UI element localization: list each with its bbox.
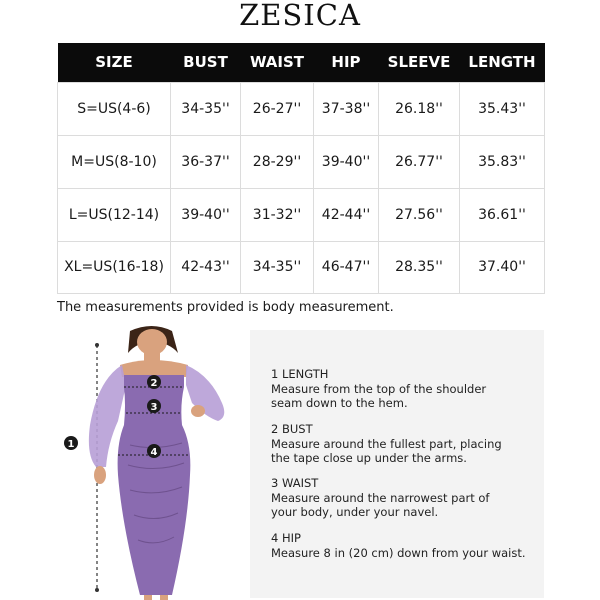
cell-length: 37.40''	[460, 241, 545, 293]
size-chart-table	[57, 43, 545, 294]
cell-sleeve: 27.56''	[379, 188, 460, 241]
brand-logo: ZESICA	[239, 0, 361, 32]
cell-hip: 37-38''	[314, 82, 379, 135]
cell-sleeve: 26.77''	[379, 135, 460, 188]
table-row	[58, 135, 545, 188]
cell-size: S=US(4-6)	[58, 82, 171, 135]
header-length: LENGTH	[460, 43, 545, 82]
marker-waist	[147, 399, 161, 413]
instruction-waist	[271, 476, 541, 520]
table-row	[58, 241, 545, 293]
cell-hip: 39-40''	[314, 135, 379, 188]
instruction-text: Measure 8 in (20 cm) down from your waist.	[271, 545, 526, 560]
instruction-bust	[271, 422, 541, 466]
instruction-text: your body, under your navel.	[271, 505, 439, 519]
instruction-title: 4 HIP	[271, 531, 301, 545]
cell-size: L=US(12-14)	[58, 188, 171, 241]
svg-text:2: 2	[150, 378, 158, 389]
cell-sleeve: 28.35''	[379, 241, 460, 293]
svg-text:3: 3	[150, 402, 158, 413]
instruction-text: the tape close up under the arms.	[271, 451, 467, 465]
header-hip: HIP	[314, 43, 379, 82]
instruction-text: seam down to the hem.	[271, 396, 408, 410]
cell-waist: 34-35''	[241, 241, 314, 293]
svg-text:1: 1	[67, 439, 75, 450]
marker-bust	[147, 375, 161, 389]
cell-bust: 42-43''	[171, 241, 241, 293]
cell-hip: 46-47''	[314, 241, 379, 293]
table-row	[58, 188, 545, 241]
marker-length	[64, 436, 78, 450]
model-figure	[60, 325, 240, 600]
cell-length: 36.61''	[460, 188, 545, 241]
header-sleeve: SLEEVE	[379, 43, 460, 82]
cell-size: XL=US(16-18)	[58, 241, 171, 293]
model-left-hand	[94, 466, 106, 484]
instruction-title: 3 WAIST	[271, 476, 319, 490]
cell-bust: 39-40''	[171, 188, 241, 241]
model-leg	[160, 595, 168, 600]
header-waist: WAIST	[241, 43, 314, 82]
cell-size: M=US(8-10)	[58, 135, 171, 188]
table-header-row	[58, 43, 545, 82]
instruction-text: Measure from the top of the shoulder	[271, 381, 487, 396]
cell-waist: 26-27''	[241, 82, 314, 135]
model-leg	[144, 595, 152, 600]
instruction-text: Measure around the narrowest part of	[271, 490, 490, 505]
measurement-note: The measurements provided is body measurement.	[57, 300, 394, 315]
model-right-hand	[191, 405, 205, 417]
cell-bust: 34-35''	[171, 82, 241, 135]
cell-sleeve: 26.18''	[379, 82, 460, 135]
svg-text:4: 4	[150, 447, 158, 458]
header-bust: BUST	[171, 43, 241, 82]
instruction-text: Measure around the fullest part, placing	[271, 436, 502, 451]
cell-bust: 36-37''	[171, 135, 241, 188]
header-size: SIZE	[58, 43, 171, 82]
instruction-length	[271, 367, 541, 411]
model-illustration	[60, 325, 240, 600]
marker-hip	[147, 444, 161, 458]
instruction-title: 1 LENGTH	[271, 367, 329, 381]
cell-length: 35.43''	[460, 82, 545, 135]
measurement-instructions-panel	[250, 330, 544, 598]
model-shoulders	[120, 360, 188, 377]
instruction-title: 2 BUST	[271, 422, 313, 436]
cell-length: 35.83''	[460, 135, 545, 188]
length-guide-bottom	[95, 588, 99, 592]
length-guide-top	[95, 343, 99, 347]
cell-waist: 31-32''	[241, 188, 314, 241]
instruction-hip	[271, 531, 541, 560]
table-row	[58, 82, 545, 135]
cell-hip: 42-44''	[314, 188, 379, 241]
cell-waist: 28-29''	[241, 135, 314, 188]
